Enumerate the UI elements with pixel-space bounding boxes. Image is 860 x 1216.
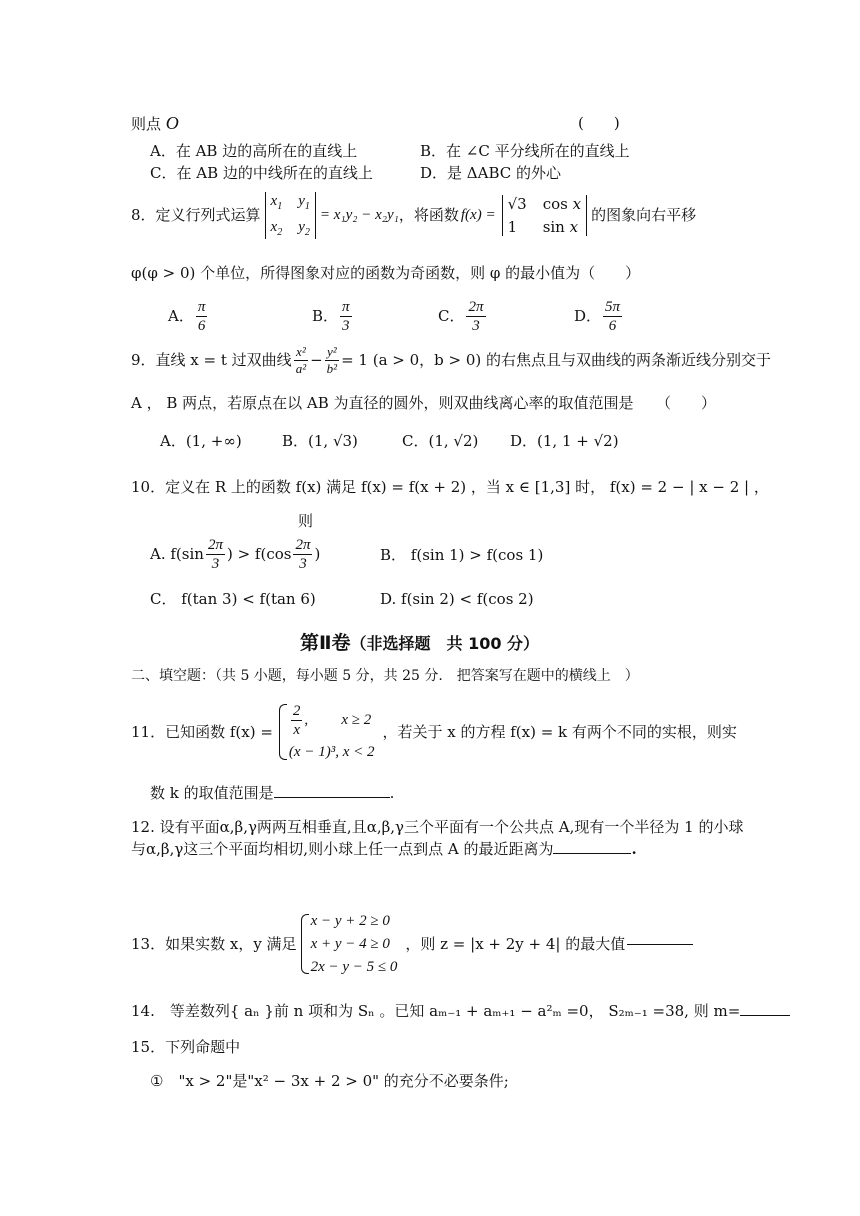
q9-option-d: D．(1, 1 + √2) xyxy=(510,432,619,450)
section-title: 第Ⅱ卷（非选择题 共 100 分） xyxy=(300,632,540,654)
q7-option-d: D．是 ΔABC 的外心 xyxy=(420,164,562,182)
q7-option-b: B．在 ∠C 平分线所在的直线上 xyxy=(420,142,630,160)
q12-line-1: 12. 设有平面α,β,γ两两互相垂直,且α,β,γ三个平面有一个公共点 A,现有一个半径为 1 的小球 xyxy=(131,818,744,836)
q12-answer-blank xyxy=(553,853,631,854)
q10-option-b: B． f(sin 1) > f(cos 1) xyxy=(380,546,544,564)
q13-line: 13．如果实数 x，y 满足 x − y + 2 ≥ 0 x + y − 4 ≥ 0 2x − y − 5 ≤ 0 ，则 z = |x + 2y + 4| 的最大值 xyxy=(131,912,693,976)
q9-option-b: B．(1, √3) xyxy=(282,432,358,450)
q8-line-1: 8．定义行列式运算 $x_1$ $y_1$ $x_2$ $y_2$ = x₁y₂ − x₂y₁ ，将函数 f(x) = √3 cos x 1 sin x 的图象向右平移 xyxy=(131,193,697,238)
q8-function-determinant: √3 cos x 1 sin x xyxy=(502,195,587,237)
q15-title: 15．下列命题中 xyxy=(131,1038,241,1056)
q7-option-a: A．在 AB 边的高所在的直线上 xyxy=(150,142,358,160)
q13-constraints: x − y + 2 ≥ 0 x + y − 4 ≥ 0 2x − y − 5 ≤ 0 xyxy=(299,912,398,976)
q9-line-1: 9．直线 x = t 过双曲线 $\frac{\text{x²}}{\text{a²}}$ − $\frac{\text{y²}}{\text{b²}}$ = 1 (a > 0，b > 0) 的右焦点且与双曲线的两条渐近线分别交于 xyxy=(131,344,772,376)
q9-fraction-x: $\frac{\text{x²}}{\text{a²}}$ xyxy=(295,344,307,376)
q10-line-1: 10．定义在 R 上的函数 f(x) 满足 f(x) = f(x + 2) ，当 x ∈ [1,3] 时， f(x) = 2 − | x − 2 | ， xyxy=(131,478,769,496)
q13-answer-blank xyxy=(627,944,693,945)
q12-line-2: 与α,β,γ这三个平面均相切,则小球上任一点到点 A 的最近距离为 . xyxy=(131,840,637,858)
q14-answer-blank xyxy=(740,1015,790,1016)
q7-option-c: C．在 AB 边的中线所在的直线上 xyxy=(150,164,373,182)
q8-option-b: B． $\frac{\pi}{3}$ xyxy=(312,299,350,334)
part-two-heading: 二、填空题：（共 5 小题，每小题 5 分，共 25 分. 把答案写在题中的横线上 ） xyxy=(131,668,639,684)
q11-piecewise: $\frac{2}{x}$ , x ≥ 2 (x − 1)³, x < 2 xyxy=(277,702,375,762)
q8-option-a: A． $\frac{\pi}{6}$ xyxy=(168,299,206,334)
q8-option-d: D． $\frac{5\pi}{6}$ xyxy=(574,299,621,334)
q11-answer-blank xyxy=(274,797,390,798)
q8-line-2: φ(φ > 0) 个单位，所得图象对应的函数为奇函数，则 φ 的最小值为（ ） xyxy=(131,264,641,282)
q11-line-1: 11．已知函数 f(x) = $\frac{2}{x}$ , x ≥ 2 (x − 1)³, x < 2 ，若关于 x 的方程 f(x) = k 有两个不同的实根，则实 xyxy=(131,703,737,760)
q11-line-2: 数 k 的取值范围是 . xyxy=(150,784,395,802)
q8-option-c: C． $\frac{2\pi}{3}$ xyxy=(438,299,484,334)
q9-fraction-y: $\frac{\text{y²}}{\text{b²}}$ xyxy=(326,344,338,376)
q10-option-c: C． f(tan 3) < f(tan 6) xyxy=(150,590,316,608)
q10-option-a: A. f(sin $\frac{2\pi}{3}$ ) > f(cos $\frac{2\pi}{3}$ ) xyxy=(150,537,321,572)
q10-then: 则 xyxy=(298,512,314,530)
q9-option-a: A．(1, +∞) xyxy=(160,432,242,450)
q9-option-c: C．(1, √2) xyxy=(402,432,479,450)
q7-stem-end: 则点 O xyxy=(131,113,179,133)
q14-line: 14. 等差数列{ aₙ }前 n 项和为 Sₙ 。已知 aₘ₋₁ + aₘ₊₁ − a²ₘ =0， S₂ₘ₋₁ =38, 则 m= xyxy=(131,1002,790,1021)
q9-line-2: A ， B 两点，若原点在以 AB 为直径的圆外，则双曲线离心率的取值范围是 （ ） xyxy=(131,394,717,412)
q15-item-1: ① "x > 2"是"x² − 3x + 2 > 0" 的充分不必要条件; xyxy=(150,1072,509,1090)
q7-answer-paren: ( ) xyxy=(578,114,620,132)
q8-determinant: $x_1$ $y_1$ $x_2$ $y_2$ xyxy=(265,192,316,239)
q10-option-d: D. f(sin 2) < f(cos 2) xyxy=(380,590,534,608)
